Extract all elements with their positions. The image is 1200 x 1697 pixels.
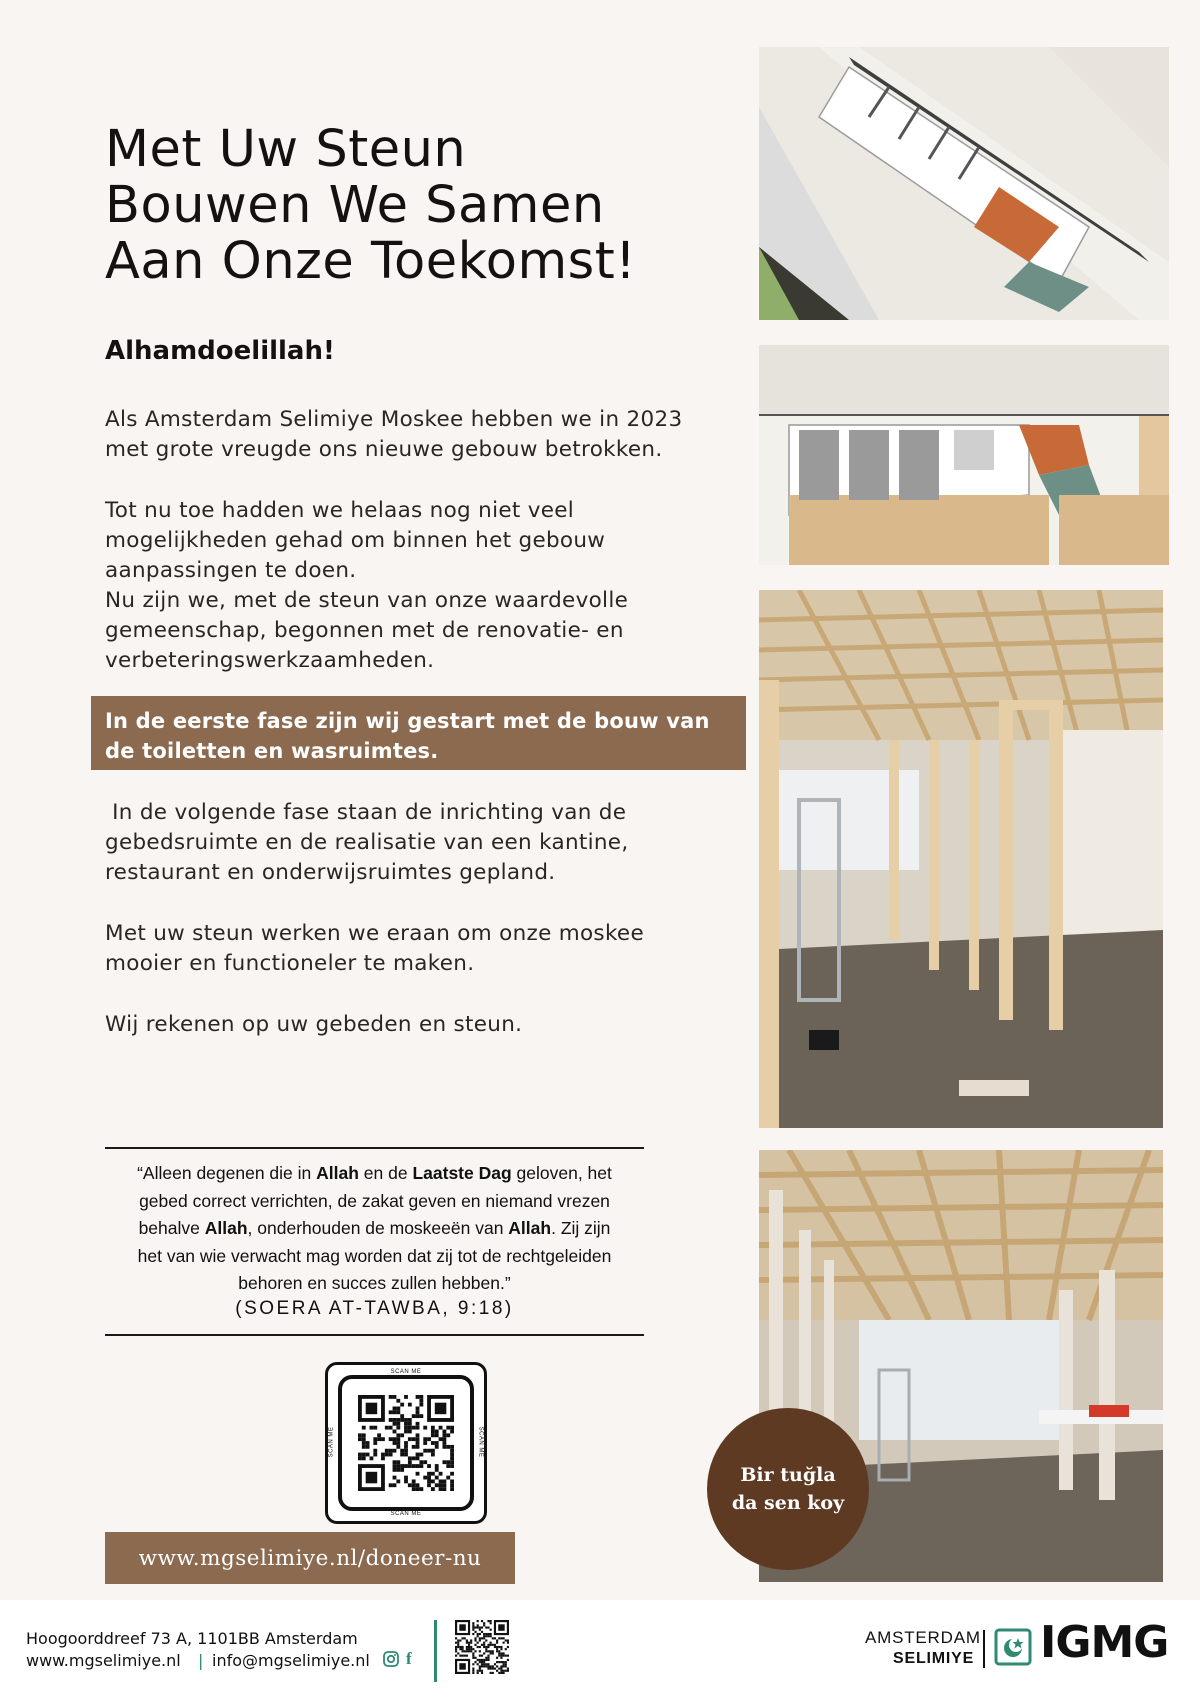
quote-segment: behoren en succes zullen hebben.” [238,1273,511,1293]
quote-segment: en de [358,1163,413,1183]
highlight-banner-text [105,706,745,766]
text-line: In de volgende fase staan de inrichting van de [105,800,627,825]
quote-emphasis: Laatste Dag [412,1163,512,1183]
slogan-badge [707,1408,869,1570]
quote-line [105,1160,644,1188]
badge-line-1: Bir tuğla [740,1464,836,1486]
quote-top-rule [105,1147,644,1149]
footer-divider [434,1620,437,1682]
quote-bottom-rule [105,1334,644,1336]
text-line: mogelijkheden gehad om binnen het gebouw [105,528,606,553]
quote-segment: het van wie verwacht mag worden dat zij tot de rechtgeleiden [137,1245,612,1266]
footer-website-link[interactable]: www.mgselimiye.nl [26,1651,181,1670]
floorplan-render-side [759,345,1169,565]
title-line-3: Aan Onze Toekomst! [105,232,637,291]
footer-email-link[interactable]: info@mgselimiye.nl [212,1651,370,1670]
igmg-emblem-icon [994,1628,1032,1666]
text-line: met grote vreugde ons nieuwe gebouw betrokken. [105,437,663,462]
quote-segment: . Zij zijn [551,1218,611,1238]
paragraph-intro [105,405,745,465]
text-line: mooier en functioneler te maken. [105,951,475,976]
subheading: Alhamdoelillah! [105,336,335,366]
paragraph-next-phase [105,798,745,888]
construction-photo-stud-walls [759,590,1163,1128]
text-line: Met uw steun werken we eraan om onze moskee [105,921,644,946]
quote-line [105,1270,644,1298]
badge-line-2: da sen koy [731,1492,845,1514]
text-line: gebedsruimte en de realisatie van een kantine, [105,830,629,855]
quote-segment: “Alleen degenen die in [137,1163,317,1183]
text-line: In de eerste fase zijn wij gestart met de bouw van [105,709,710,733]
title-line-1: Met Uw Steun [105,120,467,179]
text-line: restaurant en onderwijsruimtes gepland. [105,860,556,885]
page-title [105,122,725,290]
brand-name-line-2: SELIMIYE [893,1650,975,1667]
quote-emphasis: Allah [508,1218,552,1238]
paragraph-closing [105,1010,745,1040]
quote-line [105,1215,644,1243]
brand-divider [983,1630,985,1668]
quote-segment: geloven, het [511,1163,612,1183]
qr-pattern [358,1395,454,1491]
text-line: Wij rekenen op uw gebeden en steun. [105,1012,523,1037]
quote-line [105,1243,644,1271]
text-line: de toiletten en wasruimtes. [105,739,439,763]
footer-separator: | [198,1651,204,1670]
scan-me-label-top: SCAN ME [390,1369,422,1375]
text-line: verbeteringswerkzaamheden. [105,648,435,673]
quote-emphasis: Allah [204,1218,248,1238]
paragraph-support [105,919,745,979]
scan-me-label-right: SCAN ME [477,1426,484,1458]
donation-qr-code[interactable] [325,1362,487,1524]
text-line: gemeenschap, begonnen met de renovatie- en [105,618,624,643]
quote-segment: gebed correct verrichten, de zakat geven en niemand vrezen [139,1190,610,1211]
footer-address: Hoogoorddreef 73 A, 1101BB Amsterdam [26,1629,358,1648]
facebook-icon[interactable]: f [406,1649,412,1668]
text-line: Tot nu toe hadden we helaas nog niet veel [105,498,575,523]
quote-emphasis: Allah [316,1163,359,1183]
paragraph-situation [105,496,745,586]
floorplan-render-top [759,47,1169,320]
quote-text [105,1160,644,1298]
text-line: Als Amsterdam Selimiye Moskee hebben we in 2023 [105,407,683,432]
quote-segment: , onderhouden de moskeeën van [247,1218,509,1238]
quote-line [105,1188,644,1216]
igmg-logo: IGMG [1040,1617,1169,1668]
scan-me-label-bottom: SCAN ME [390,1511,422,1517]
paragraph-renovation [105,586,745,676]
quote-source: (SOERA AT-TAWBA, 9:18) [235,1298,514,1319]
scan-me-label-left: SCAN ME [328,1426,335,1458]
instagram-icon[interactable] [383,1651,399,1667]
footer-qr-code[interactable] [455,1620,509,1674]
quote-segment: behalve [138,1218,205,1238]
brand-name-line-1: AMSTERDAM [865,1628,981,1647]
title-line-2: Bouwen We Samen [105,176,605,235]
text-line: aanpassingen te doen. [105,558,357,583]
donate-url-button[interactable]: www.mgselimiye.nl/doneer-nu [105,1532,515,1584]
text-line: Nu zijn we, met de steun van onze waardevolle [105,588,629,613]
